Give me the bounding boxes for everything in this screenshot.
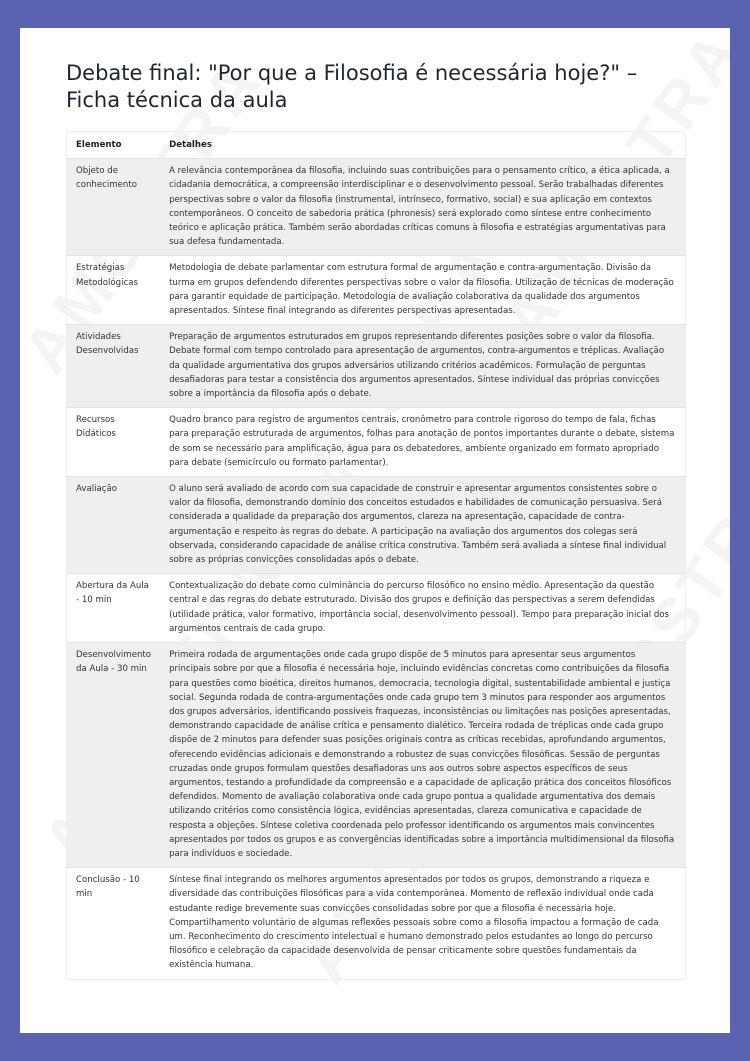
table-header-row xyxy=(67,132,686,159)
row-element: Recursos Didáticos xyxy=(67,408,161,477)
row-details: Preparação de argumentos estruturados em grupos representando diferentes posições sobre o valor da filosofia. Debate formal com tempo controlado para apresentação de argumentos, contra-argumentos e tréplicas. Avaliação da qualidade argumentativa dos grupos adversários utilizando critérios acadêmicos. Formulação de perguntas desafiadoras para testar a consistência dos argumentos apresentados. Síntese individual das próprias convicções sobre a importância da filosofia após o debate. xyxy=(160,325,685,408)
row-element: Abertura da Aula - 10 min xyxy=(67,574,161,643)
row-element: Desenvolvimento da Aula - 30 min xyxy=(67,643,161,868)
table-row xyxy=(67,325,686,408)
page-title: Debate final: "Por que a Filosofia é necessária hoje?" – Ficha técnica da aula xyxy=(66,61,638,112)
table-row xyxy=(67,868,686,979)
column-header-element: Elemento xyxy=(76,140,122,150)
row-details: Quadro branco para registro de argumentos centrais, cronômetro para controle rigoroso do tempo de fala, fichas para preparação estruturada de argumentos, folhas para anotação de pontos importantes durante o debate, sistema de som se necessário para amplificação, água para os debatedores, ambiente organizado em formato apropriado para debate (semicírculo ou formato parlamentar). xyxy=(160,408,685,477)
table-row xyxy=(67,574,686,643)
row-details: Contextualização do debate como culminância do percurso filosófico no ensino médio. Apresentação da questão central e das regras do debate estruturado. Divisão dos grupos e definição das perspectivas a serem defendidas (utilidade prática, valor formativo, importância social, desenvolvimento pessoal). Tempo para preparação inicial dos argumentos centrais de cada grupo. xyxy=(160,574,685,643)
table-row xyxy=(67,477,686,574)
table-row xyxy=(67,256,686,325)
column-header-details: Detalhes xyxy=(169,140,212,150)
row-element: Atividades Desenvolvidas xyxy=(67,325,161,408)
table-row xyxy=(67,159,686,256)
row-element: Conclusão - 10 min xyxy=(67,868,161,979)
row-details: A relevância contemporânea da filosofia, incluindo suas contribuições para o pensamento crítico, a ética aplicada, a cidadania democrática, a compreensão interdisciplinar e o desenvolvimento pessoal. Serão trabalhadas diferentes perspectivas sobre o valor da filosofia (instrumental, intrínseco, formativo, social) e sua aplicação em contextos contemporâneos. O conceito de sabedoria prática (phronesis) será explorado como síntese entre conhecimento teórico e aplicação prática. Também serão abordadas críticas comuns à filosofia e estratégias argumentativas para sua defesa fundamentada. xyxy=(160,159,685,256)
table-row xyxy=(67,643,686,868)
row-details: Metodologia de debate parlamentar com estrutura formal de argumentação e contra-argumentação. Divisão da turma em grupos defendendo diferentes perspectivas sobre o valor da filosofia. Utilização de técnicas de moderação para garantir equidade de participação. Metodologia de avaliação colaborativa da qualidade dos argumentos apresentados. Síntese final integrando as diferentes perspectivas apresentadas. xyxy=(160,256,685,325)
row-details: O aluno será avaliado de acordo com sua capacidade de construir e apresentar argumentos consistentes sobre o valor da filosofia, demonstrando domínio dos conceitos estudados e habilidades de comunicação persuasiva. Será considerada a qualidade da preparação dos argumentos, clareza na apresentação, capacidade de contra-argumentação e respeito às regras do debate. A participação na avaliação dos argumentos dos colegas será observada, considerando capacidade de análise crítica construtiva. Também será avaliada a síntese final individual sobre as próprias convicções consolidadas após o debate. xyxy=(160,477,685,574)
row-element: Objeto de conhecimento xyxy=(67,159,161,256)
row-element: Estratégias Metodológicas xyxy=(67,256,161,325)
lesson-table xyxy=(66,131,686,980)
row-details: Síntese final integrando os melhores argumentos apresentados por todos os grupos, demonstrando a riqueza e diversidade das contribuições filosóficas para a vida contemporânea. Momento de reflexão individual onde cada estudante redige brevemente suas convicções consolidadas sobre por que a filosofia é necessária hoje. Compartilhamento voluntário de algumas reflexões pessoais sobre como a filosofia impactou a formação de cada um. Reconhecimento do crescimento intelectual e humano demonstrado pelos estudantes ao longo do percurso filosófico e celebração da capacidade desenvolvida de pensar criticamente sobre questões fundamentais da existência humana. xyxy=(160,868,685,979)
document-page xyxy=(20,28,730,1033)
row-details: Primeira rodada de argumentações onde cada grupo dispõe de 5 minutos para apresentar seus argumentos principais sobre por que a filosofia é necessária hoje, incluindo evidências concretas como contribuições da filosofia para questões como bioética, direitos humanos, democracia, tecnologia digital, sustentabilidade ambiental e justiça social. Segunda rodada de contra-argumentações onde cada grupo tem 3 minutos para responder aos argumentos dos grupos adversários, identificando possíveis fraquezas, inconsistências ou limitações nas posições apresentadas, demonstrando capacidade de análise crítica e pensamento dialético. Terceira rodada de tréplicas onde cada grupo dispõe de 2 minutos para defender suas posições originais contra as críticas recebidas, aprofundando argumentos, oferecendo evidências adicionais e demonstrando a robustez de suas convicções filosóficas. Sessão de perguntas cruzadas onde grupos formulam questões desafiadoras uns aos outros sobre aspectos específicos de seus argumentos, testando a profundidade da compreensão e a capacidade de aplicação prática dos conceitos filosóficos defendidos. Momento de avaliação colaborativa onde cada grupo pontua a qualidade argumentativa dos demais utilizando critérios como consistência lógica, evidências apresentadas, clareza comunicativa e capacidade de resposta a objeções. Síntese coletiva coordenada pelo professor identificando os argumentos mais convincentes apresentados por todos os grupos e as convergências identificadas sobre a importância multidimensional da filosofia para indivíduos e sociedade. xyxy=(160,643,685,868)
row-element: Avaliação xyxy=(67,477,161,574)
table-row xyxy=(67,408,686,477)
